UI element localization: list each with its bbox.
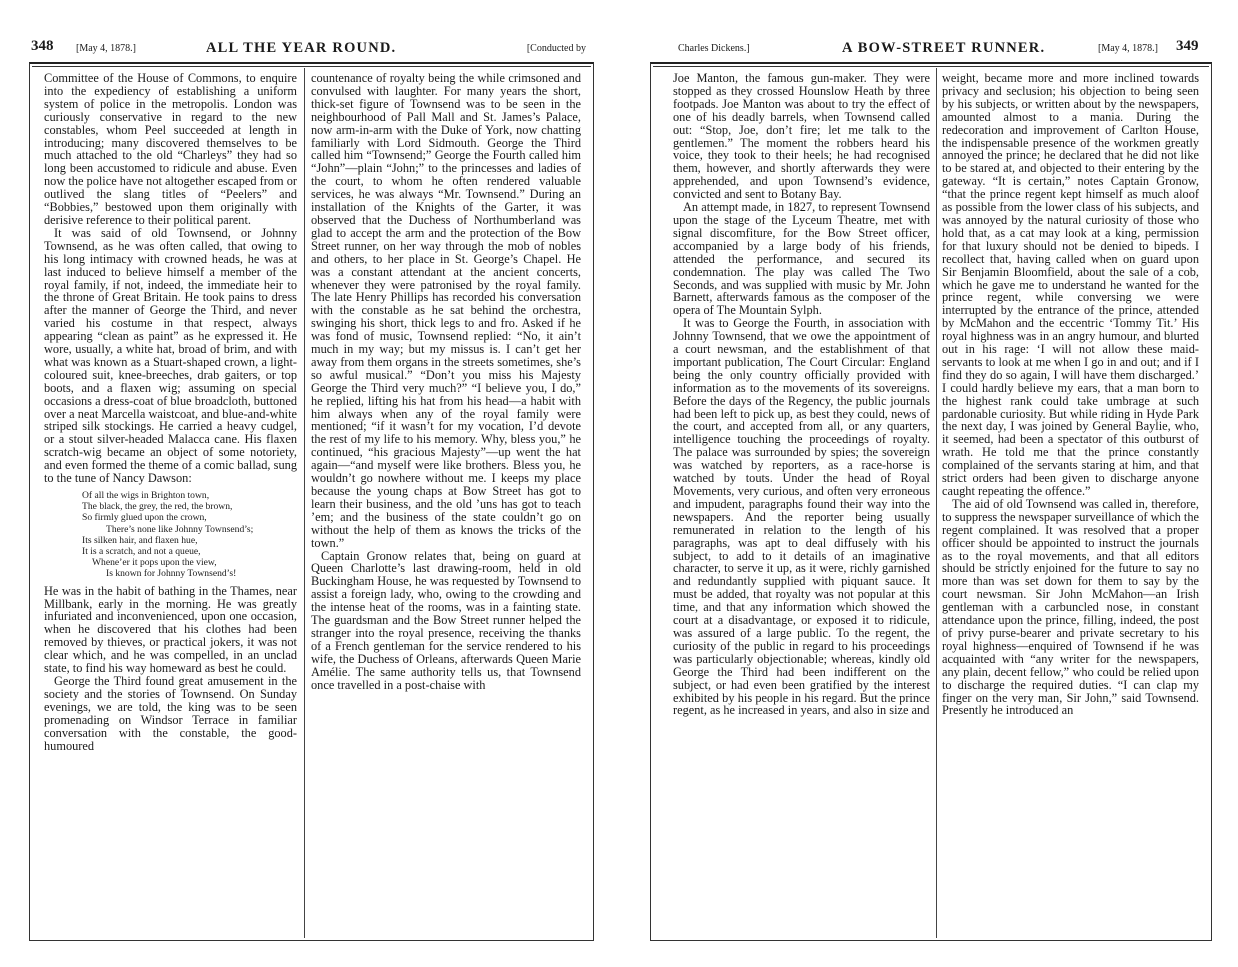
right-page-header bbox=[650, 36, 1212, 62]
verse-line: Is known for Johnny Townsend’s! bbox=[106, 568, 237, 580]
right-page-number: 349 bbox=[1176, 38, 1199, 54]
paragraph: It was to George the Fourth, in association with Johnny Townsend, that we owe the appointment of a court newsman, and the establishment of that important publication, The Court Circular: England being the only country officially provided with information as to the movements of its sovereigns. Before the days of the Regency, the public journals had been left to pick up, as best they could, news of the court, and accepted from all, or any quarters, intelligence touching the proceedings of royalty. The palace was surrounded by spies; the sovereign was watched by reporters, as a race-horse is watched by touts. Under the head of Royal Movements, very curious, and often very erroneous and impudent, paragraphs found their way into the newspapers. And the reporter being usually remunerated in relation to the length of his paragraphs, was apt to deal diffusely with his subject, to add to it details of an imaginative character, to serve it up, as it were, richly garnished and redundantly supplied with piquant sauce. It must be added, that royalty was not popular at this time, and that any information which showed the court at a disadvantage, or exposed it to ridicule, was assured of a large public. To the regent, the curiosity of the public in regard to his proceedings was particularly objectionable; whereas, kindly old George the Third had been indifferent on the subject, or had even been gratified by the interest exhibited by his people in his regard. But the prince regent, as he increased in years, and also in size and bbox=[673, 316, 930, 718]
paragraph: He was in the habit of bathing in the Thames, near Millbank, early in the morning. He was greatly infuriated and inconvenienced, upon one occasion, when he discovered that his clothes had been removed by thieves, or practical jokers, it was not clear which, and he was compelled, in an unclad state, to find his way homeward as best he could. bbox=[44, 583, 297, 676]
right-header-author: Charles Dickens.] bbox=[678, 43, 750, 54]
paragraph: It was said of old Townsend, or Johnny Townsend, as he was often called, that owing to his long intimacy with crowned heads, he was at last induced to believe himself a member of the royal family, if not, indeed, the immediate heir to the throne of Great Britain. He took pains to dress after the manner of George the Third, and never varied his costume in that respect, always appearing “clean as paint” as he expressed it. He wore, usually, a white hat, broad of brim, and with what was known as a Stuart-shaped crown, a light-coloured suit, knee-breeches, drab gaiters, or top boots, and a flaxen wig; assuming on special occasions a dress-coat of blue broadcloth, buttoned over a neat Marcella waistcoat, and blue-and-white striped silk stockings. He carried a heavy cudgel, or a stout silver-headed Malacca cane. His flaxen scratch-wig became an object of some notoriety, and even formed the theme of a comic ballad, sung to the tune of Nancy Dawson: bbox=[44, 225, 297, 486]
paragraph: Captain Gronow relates that, being on guard at Queen Charlotte’s last drawing-room, held in old Buckingham House, he was requested by Townsend to assist a foreign lady, who, owing to the crowding and the intense heat of the rooms, was in a fainting state. The guardsman and the Bow Street runner helped the stranger into the royal presence, receiving the thanks of a French gentleman for the service rendered to his wife, the Duchess of Orleans, afterwards Queen Marie Amélie. The same authority tells us, that Townsend once travelled in a post-chaise with bbox=[311, 548, 581, 692]
paragraph: The aid of old Townsend was called in, therefore, to suppress the newspaper surveillance of which the regent complained. It was resolved that a proper officer should be appointed to instruct the journals as to the royal movements, and that all editors should be strictly enjoined for the future to say no more than was set down for them to say by the court newsman. Sir John McMahon—an Irish gentleman with a carbuncled nose, in constant attendance upon the prince, filling, indeed, the post of privy purse-bearer and private secretary to his royal highness—enquired of Townsend if he was acquainted with “any writer for the newspapers, any plain, decent fellow,” who could be relied upon to discharge the required duties. “I can clap my finger on the very man, Sir John,” said Townsend. Presently he introduced an bbox=[942, 496, 1199, 718]
verse-line: The black, the grey, the red, the brown, bbox=[82, 501, 233, 513]
left-page-number: 348 bbox=[31, 38, 54, 54]
column-divider bbox=[936, 68, 937, 938]
right-header-date: [May 4, 1878.] bbox=[1098, 43, 1158, 54]
left-page-frame bbox=[29, 62, 594, 941]
left-header-conducted: [Conducted by bbox=[526, 43, 586, 54]
left-page-header bbox=[29, 36, 594, 62]
verse-line: There’s none like Johnny Townsend’s; bbox=[106, 523, 254, 535]
verse-line: Its silken hair, and flaxen hue, bbox=[82, 534, 198, 546]
right-column-2 bbox=[942, 72, 1199, 936]
left-header-date: [May 4, 1878.] bbox=[76, 43, 136, 54]
paragraph: countenance of royalty being the while crimsoned and convulsed with laughter. For many years the short, thick-set figure of Townsend was to be seen in the neighbourhood of Pall Mall and St. James’s Palace, now arm-in-arm with the Duke of York, now chatting familiarly with Lord Sidmouth. George the Third called him “Townsend;” George the Fourth called him “John”—plain “John;” to the princesses and ladies of the court, to whom he often rendered valuable services, he was always “Mr. Townsend.” During an installation of the Knights of the Garter, it was observed that the Duchess of Northumberland was glad to accept the arm and the protection of the Bow Street runner, on her way through the mob of nobles and others, to her place in St. George’s Chapel. He was a constant attendant at the ancient concerts, whenever they were patronised by the royal family. The late Henry Phillips has recorded his conversation with the constable as he sat behind the orchestra, swinging his short, thick legs to and fro. Asked if he was fond of music, Townsend replied: “No, it ain’t much in my way; but my missus is. I can’t get her away from them organs in the streets sometimes, she’s so awful musical.” “Don’t you miss his Majesty George the Third very much?” “I believe you, I do,” he replied, lifting his hat from his head—a habit with him always when any of the royal family were mentioned; “if it wasn’t for my vocation, I’d devote the rest of my life to his memory. Why, bless you,” he continued, “his gracious Majesty”—up went the hat again—“and myself were like brothers. Bless you, he wouldn’t go nowhere without me. I keeps my place because the young chaps at Bow Street has got to learn their business, and the old ’uns has got to teach ’em; and the business of the state couldn’t go on without the help of them as knows the tricks of the town.” bbox=[311, 72, 581, 550]
verse-line: Of all the wigs in Brighton town, bbox=[82, 490, 210, 501]
verse-line: It is a scratch, and not a queue, bbox=[82, 546, 201, 558]
left-column-1 bbox=[44, 72, 297, 936]
left-column-2 bbox=[311, 72, 581, 936]
paragraph: George the Third found great amusement in the society and the stories of Townsend. On Sunday evenings, we are told, the king was to be seen promenading on Windsor Terrace in familiar conversation with the constable, the good-humoured bbox=[44, 673, 297, 753]
verse-line: Whene’er it pops upon the view, bbox=[92, 557, 217, 569]
paragraph: weight, became more and more inclined towards privacy and seclusion; his objection to being seen by his subjects, or written about by the newspapers, amounted almost to a mania. During the redecoration and improvement of Carlton House, the indispensable presence of the workmen greatly annoyed the prince; he declared that he did not like to be stared at, and objected to their entering by the gateway. “It is certain,” notes Captain Gronow, “that the prince regent kept himself as much aloof as possible from the lower class of his subjects, and was annoyed by the natural curiosity of those who hold that, as a cat may look at a king, permission for that luxury should not be denied to bipeds. I recollect that, having called when on guard upon Sir Benjamin Bloomfield, about the sale of a cob, which he gave me to understand he wanted for the prince regent, while conversing we were interrupted by the entrance of the prince, attended by McMahon and the eccentric ‘Tommy Tit.’ His royal highness was in an angry humour, and blurted out in his rage: ‘I will not allow these maid-servants to look at me when I go in and out; and if I find they do so again, I will have them discharged.’ I could hardly believe my ears, that a man born to the highest rank could take umbrage at such pardonable curiosity. But while riding in Hyde Park the next day, I was joined by General Baylie, who, it seemed, had been a spectator of this outburst of wrath. He told me that the prince constantly complained of the servants staring at him, and that strict orders had been given to discharge anyone caught repeating the offence.” bbox=[942, 72, 1199, 498]
left-header-title: ALL THE YEAR ROUND. bbox=[206, 40, 397, 56]
column-divider bbox=[304, 68, 305, 938]
paragraph: Joe Manton, the famous gun-maker. They were stopped as they crossed Hounslow Heath by three footpads. Joe Manton was about to try the effect of one of his deadly barrels, when Townsend called out: “Stop, Joe, don’t fire; let me talk to the gentlemen.” The moment the robbers heard his voice, they took to their heels; he had recognised them, however, and shortly afterwards they were apprehended, and upon Townsend’s evidence, convicted and sent to Botany Bay. bbox=[673, 72, 930, 202]
right-page bbox=[650, 36, 1212, 941]
right-header-title: A BOW-STREET RUNNER. bbox=[842, 40, 1046, 56]
paragraph: An attempt made, in 1827, to represent Townsend upon the stage of the Lyceum Theatre, met with signal discomfiture, for the Bow Street officer, accompanied by a large body of his friends, attended the performance, and secured its condemnation. The play was called The Two Seconds, and was supplied with music by Mr. John Barnett, afterwards famous as the composer of the opera of The Mountain Sylph. bbox=[673, 200, 930, 318]
ballad-verse bbox=[82, 490, 297, 580]
left-page bbox=[29, 36, 594, 941]
right-page-frame bbox=[650, 62, 1212, 941]
right-column-1 bbox=[673, 72, 930, 936]
verse-line: So firmly glued upon the crown, bbox=[82, 512, 207, 524]
paragraph: Committee of the House of Commons, to enquire into the expediency of establishing a uniform system of police in the metropolis. London was curiously conservative in regard to the new constables, whom Peel succeeded at length in introducing; many discovered themselves to be much attached to the old “Charleys” they had so long been accustomed to ridicule and abuse. Even now the police have not altogether escaped from or outlived the slang titles of “Peelers” and “Bobbies,” bestowed upon them originally with derisive reference to their political parent. bbox=[44, 72, 297, 227]
